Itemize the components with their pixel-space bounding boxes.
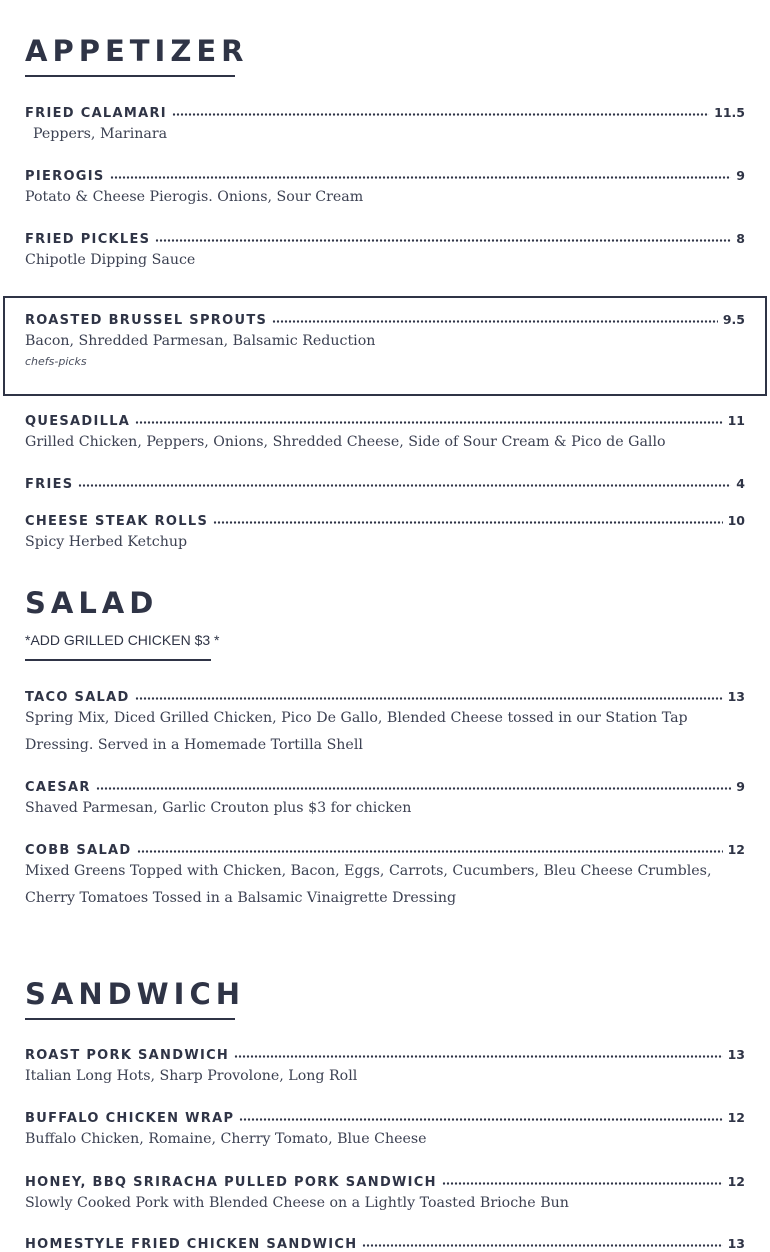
menu-item[interactable] (25, 689, 745, 759)
item-name: ROASTED BRUSSEL SPROUTS (25, 313, 268, 328)
item-description: Bacon, Shredded Parmesan, Balsamic Reduction (25, 333, 376, 349)
item-price: 12 (727, 1110, 745, 1125)
section-rule (25, 659, 211, 661)
menu-item[interactable] (25, 1174, 745, 1217)
section-title: SANDWICH (25, 977, 246, 1011)
item-description: Potato & Cheese Pierogis. Onions, Sour Cream (25, 189, 364, 205)
item-price: 11 (727, 413, 745, 428)
item-name: FRIES (25, 477, 74, 492)
item-price: 12 (727, 1174, 745, 1189)
item-description: Shaved Parmesan, Garlic Crouton plus $3 for chicken (25, 800, 412, 816)
item-description: Buffalo Chicken, Romaine, Cherry Tomato, Blue Cheese (25, 1131, 427, 1147)
section-title: APPETIZER (25, 34, 249, 68)
item-price: 10 (727, 513, 745, 528)
menu-item[interactable] (25, 168, 745, 211)
item-description: Grilled Chicken, Peppers, Onions, Shredded Cheese, Side of Sour Cream & Pico de Gallo (25, 434, 666, 450)
item-name: BUFFALO CHICKEN WRAP (25, 1111, 235, 1126)
item-description: Slowly Cooked Pork with Blended Cheese on a Lightly Toasted Brioche Bun (25, 1195, 569, 1211)
item-price: 9.5 (722, 312, 745, 327)
item-name: HONEY, BBQ SRIRACHA PULLED PORK SANDWICH (25, 1175, 437, 1190)
section-title: SALAD (25, 586, 159, 620)
dot-leader (96, 787, 732, 790)
item-name: FRIED CALAMARI (25, 106, 167, 121)
item-price: 8 (736, 231, 745, 246)
item-description: Chipotle Dipping Sauce (25, 252, 196, 268)
item-price: 13 (727, 1047, 745, 1062)
item-price: 4 (736, 476, 745, 491)
menu-item[interactable] (25, 413, 745, 456)
menu-item[interactable] (25, 513, 745, 556)
item-name: CHEESE STEAK ROLLS (25, 514, 209, 529)
item-price: 12 (727, 842, 745, 857)
dot-leader (362, 1244, 722, 1247)
dot-leader (213, 521, 722, 524)
item-description: Italian Long Hots, Sharp Provolone, Long Roll (25, 1068, 358, 1084)
dot-leader (137, 850, 723, 853)
item-price: 9 (736, 168, 745, 183)
section-rule (25, 75, 235, 77)
item-description: Spicy Herbed Ketchup (25, 534, 188, 550)
menu-item[interactable] (25, 779, 745, 822)
dot-leader (442, 1182, 723, 1185)
item-name: COBB SALAD (25, 843, 132, 858)
dot-leader (110, 176, 732, 179)
item-name: ROAST PORK SANDWICH (25, 1048, 230, 1063)
item-description: Mixed Greens Topped with Chicken, Bacon, Eggs, Carrots, Cucumbers, Bleu Cheese Crumbles, Cherry Tomatoes Tossed in a Balsamic Vinaigrette Dressing (25, 863, 712, 906)
item-name: HOMESTYLE FRIED CHICKEN SANDWICH (25, 1237, 358, 1252)
item-name: FRIED PICKLES (25, 232, 151, 247)
item-price: 11.5 (714, 105, 745, 120)
menu-item[interactable] (25, 842, 745, 912)
dot-leader (272, 320, 718, 323)
section-rule (25, 1018, 235, 1020)
menu-item[interactable] (25, 1110, 745, 1153)
menu-item[interactable] (25, 1047, 745, 1090)
dot-leader (239, 1118, 722, 1121)
menu-item[interactable] (25, 476, 745, 492)
item-description: Spring Mix, Diced Grilled Chicken, Pico De Gallo, Blended Cheese tossed in our Station Tap Dressing. Served in a Homemade Tortilla Shell (25, 710, 688, 753)
dot-leader (172, 113, 709, 116)
menu-item[interactable] (25, 231, 745, 274)
dot-leader (135, 421, 722, 424)
dot-leader (78, 484, 731, 487)
item-price: 13 (727, 1236, 745, 1251)
item-name: QUESADILLA (25, 414, 131, 429)
menu-item[interactable] (25, 1236, 745, 1252)
chefs-pick-tag: chefs-picks (25, 355, 87, 368)
dot-leader (234, 1055, 722, 1058)
item-name: CAESAR (25, 780, 91, 795)
menu-item-featured[interactable] (25, 312, 745, 368)
dot-leader (155, 239, 731, 242)
menu-item[interactable] (25, 105, 745, 148)
item-description: Peppers, Marinara (33, 126, 168, 142)
item-name: PIEROGIS (25, 169, 105, 184)
dot-leader (135, 697, 723, 700)
item-name: TACO SALAD (25, 690, 130, 705)
section-note: *ADD GRILLED CHICKEN $3 * (25, 632, 220, 648)
item-price: 9 (736, 779, 745, 794)
item-price: 13 (727, 689, 745, 704)
